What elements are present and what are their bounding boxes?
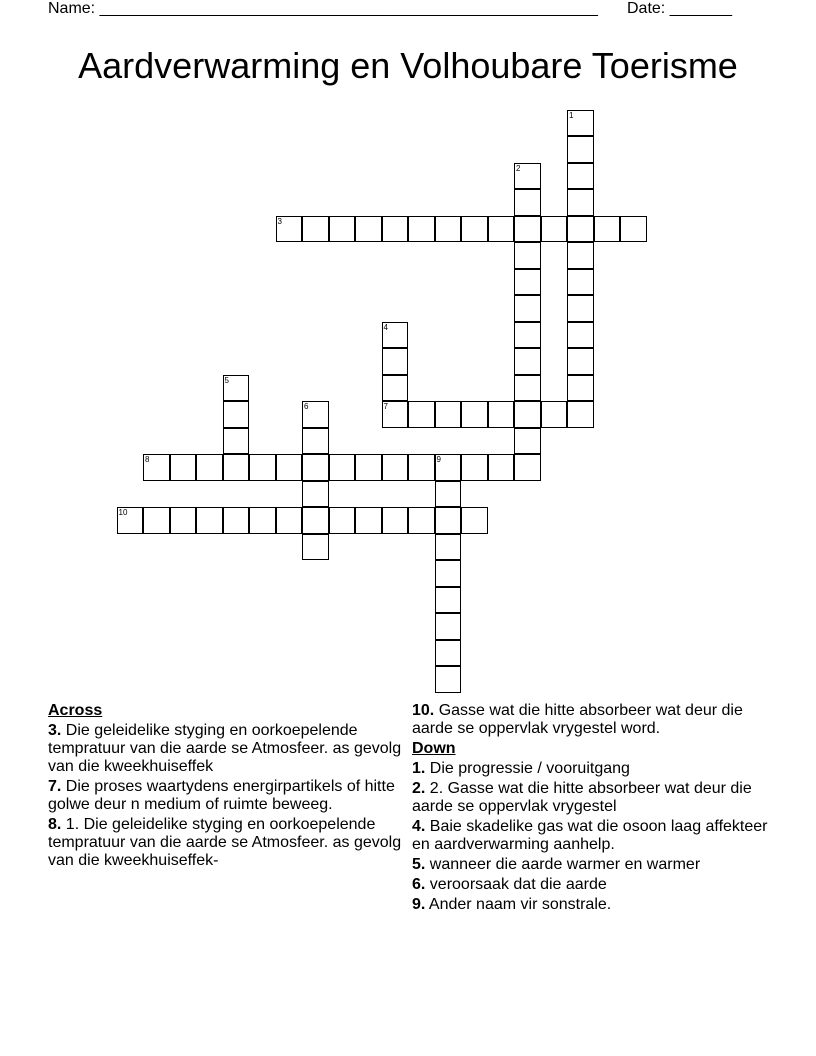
clue-number: 6. xyxy=(412,876,426,893)
clue-text: Baie skadelike gas wat die osoon laag affekteer en aardverwarming aanhelp. xyxy=(412,818,768,853)
crossword-cell[interactable] xyxy=(567,136,594,163)
cell-number: 4 xyxy=(383,322,388,332)
crossword-cell[interactable] xyxy=(143,507,170,534)
clue-text: Die progressie / vooruitgang xyxy=(429,760,630,777)
clue-number: 4. xyxy=(412,818,426,835)
crossword-cell[interactable] xyxy=(302,216,329,243)
crossword-cell[interactable] xyxy=(382,454,409,481)
crossword-cell[interactable] xyxy=(567,189,594,216)
crossword-cell[interactable] xyxy=(276,454,303,481)
crossword-cell[interactable] xyxy=(514,375,541,402)
crossword-cell[interactable] xyxy=(567,295,594,322)
crossword-cell[interactable] xyxy=(541,216,568,243)
cell-number: 3 xyxy=(277,216,282,226)
crossword-cell[interactable] xyxy=(382,507,409,534)
crossword-cell[interactable] xyxy=(143,454,170,481)
crossword-cell[interactable] xyxy=(435,640,462,667)
crossword-cell[interactable] xyxy=(408,507,435,534)
crossword-cell[interactable] xyxy=(249,507,276,534)
crossword-cell[interactable] xyxy=(435,481,462,508)
crossword-cell[interactable] xyxy=(302,401,329,428)
crossword-cell[interactable] xyxy=(514,189,541,216)
crossword-cell[interactable] xyxy=(567,269,594,296)
crossword-cell[interactable] xyxy=(249,454,276,481)
clue-number: 1. xyxy=(412,760,426,777)
date-field[interactable]: Date: _______ xyxy=(627,0,732,17)
crossword-cell[interactable] xyxy=(594,216,621,243)
crossword-cell[interactable] xyxy=(382,375,409,402)
crossword-cell[interactable] xyxy=(355,507,382,534)
across-heading: Across xyxy=(48,702,103,719)
crossword-cell[interactable] xyxy=(223,401,250,428)
cell-number: 5 xyxy=(224,375,229,385)
crossword-cell[interactable] xyxy=(117,507,144,534)
crossword-cell[interactable] xyxy=(170,454,197,481)
clue-number: 3. xyxy=(48,722,62,739)
crossword-cell[interactable] xyxy=(567,401,594,428)
crossword-cell[interactable] xyxy=(408,216,435,243)
clue-across-7 xyxy=(48,778,408,814)
clue-across-8 xyxy=(48,816,408,870)
crossword-cell[interactable] xyxy=(488,216,515,243)
crossword-cell[interactable] xyxy=(567,216,594,243)
cell-number: 7 xyxy=(383,402,388,411)
crossword-cell[interactable] xyxy=(276,507,303,534)
crossword-cell[interactable] xyxy=(329,454,356,481)
clue-across-10 xyxy=(412,702,774,738)
clue-number: 9. xyxy=(412,896,426,913)
crossword-cell[interactable] xyxy=(567,163,594,190)
crossword-cell[interactable] xyxy=(488,454,515,481)
crossword-cell[interactable] xyxy=(461,401,488,428)
clue-number: 2. xyxy=(412,780,426,797)
crossword-cell[interactable] xyxy=(302,534,329,561)
clue-down-9 xyxy=(412,896,774,914)
crossword-cell[interactable] xyxy=(382,216,409,243)
crossword-cell[interactable] xyxy=(355,454,382,481)
cell-number: 9 xyxy=(436,455,441,464)
crossword-cell[interactable] xyxy=(514,454,541,481)
clue-down-5 xyxy=(412,856,774,874)
clue-across-3 xyxy=(48,722,408,776)
crossword-cell[interactable] xyxy=(196,507,223,534)
right-clue-column xyxy=(412,702,774,916)
crossword-cell[interactable] xyxy=(514,428,541,455)
crossword-cell[interactable] xyxy=(276,216,303,243)
clue-number: 7. xyxy=(48,778,62,795)
crossword-cell[interactable] xyxy=(223,428,250,455)
crossword-cell[interactable] xyxy=(435,507,462,534)
clue-down-2 xyxy=(412,780,774,816)
crossword-cell[interactable] xyxy=(514,242,541,269)
crossword-cell[interactable] xyxy=(223,375,250,402)
crossword-cell[interactable] xyxy=(435,401,462,428)
crossword-cell[interactable] xyxy=(302,481,329,508)
clue-number: 8. xyxy=(48,816,62,833)
cell-number: 8 xyxy=(145,455,150,464)
crossword-cell[interactable] xyxy=(514,269,541,296)
clue-text: 2. Gasse wat die hitte absorbeer wat deur die aarde se oppervlak vrygestel xyxy=(412,780,752,815)
crossword-cell[interactable] xyxy=(302,507,329,534)
clue-text: wanneer die aarde warmer en warmer xyxy=(429,856,701,873)
crossword-cell[interactable] xyxy=(302,454,329,481)
clue-number: 5. xyxy=(412,856,426,873)
crossword-cell[interactable] xyxy=(435,666,462,693)
crossword-cell[interactable] xyxy=(435,613,462,640)
cell-number: 2 xyxy=(516,163,521,173)
crossword-cell[interactable] xyxy=(541,401,568,428)
crossword-cell[interactable] xyxy=(435,216,462,243)
crossword-cell[interactable] xyxy=(567,375,594,402)
cell-number: 1 xyxy=(569,110,574,120)
clue-number: 10. xyxy=(412,702,435,719)
crossword-cell[interactable] xyxy=(408,401,435,428)
crossword-cell[interactable] xyxy=(382,322,409,349)
crossword-cell[interactable] xyxy=(408,454,435,481)
crossword-cell[interactable] xyxy=(435,560,462,587)
crossword-cell[interactable] xyxy=(514,322,541,349)
crossword-cell[interactable] xyxy=(382,401,409,428)
clue-text: veroorsaak dat die aarde xyxy=(429,876,607,893)
crossword-cell[interactable] xyxy=(382,348,409,375)
clue-text: Die geleidelike styging en oorkoepelende tempratuur van die aarde se Atmosfeer. as gevolg van die kweekhuiseffek xyxy=(48,722,402,775)
crossword-cell[interactable] xyxy=(302,428,329,455)
crossword-cell[interactable] xyxy=(514,401,541,428)
clue-text: Die proses waartydens energirpartikels of hitte golwe deur n medium of ruimte beweeg. xyxy=(48,778,395,813)
crossword-cell[interactable] xyxy=(620,216,647,243)
crossword-cell[interactable] xyxy=(329,216,356,243)
crossword-cell[interactable] xyxy=(461,216,488,243)
crossword-cell[interactable] xyxy=(435,534,462,561)
crossword-cell[interactable] xyxy=(514,348,541,375)
crossword-cell[interactable] xyxy=(196,454,223,481)
crossword-cell[interactable] xyxy=(567,242,594,269)
clue-text: Ander naam vir sonstrale. xyxy=(428,896,612,913)
cell-number: 6 xyxy=(304,402,309,411)
across-clues xyxy=(48,702,408,872)
crossword-cell[interactable] xyxy=(567,348,594,375)
crossword-cell[interactable] xyxy=(567,322,594,349)
crossword-cell[interactable] xyxy=(355,216,382,243)
clue-down-4 xyxy=(412,818,774,854)
name-field[interactable]: Name: ________________________________________________________ xyxy=(48,0,598,17)
crossword-cell[interactable] xyxy=(514,216,541,243)
crossword-cell[interactable] xyxy=(223,507,250,534)
cell-number: 10 xyxy=(118,508,128,517)
crossword-cell[interactable] xyxy=(514,295,541,322)
crossword-cell[interactable] xyxy=(461,454,488,481)
clue-text: 1. Die geleidelike styging en oorkoepelende tempratuur van die aarde se Atmosfeer. as gevolg van die kweekhuiseffek- xyxy=(48,816,402,869)
crossword-cell[interactable] xyxy=(329,507,356,534)
crossword-cell[interactable] xyxy=(170,507,197,534)
crossword-cell[interactable] xyxy=(223,454,250,481)
crossword-cell[interactable] xyxy=(514,163,541,190)
crossword-cell[interactable] xyxy=(435,454,462,481)
page-title: Aardverwarming en Volhoubare Toerisme xyxy=(78,45,738,86)
crossword-cell[interactable] xyxy=(488,401,515,428)
clue-text: Gasse wat die hitte absorbeer wat deur die aarde se oppervlak vrygestel word. xyxy=(412,702,743,737)
crossword-cell[interactable] xyxy=(567,110,594,137)
crossword-cell[interactable] xyxy=(461,507,488,534)
clue-down-1 xyxy=(412,760,774,778)
clue-down-6 xyxy=(412,876,774,894)
down-heading: Down xyxy=(412,740,456,757)
crossword-cell[interactable] xyxy=(435,587,462,614)
